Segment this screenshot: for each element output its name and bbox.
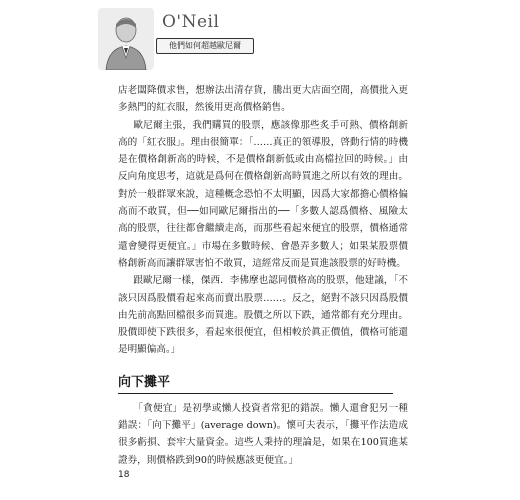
page-number: 18 <box>118 470 130 480</box>
paragraph: 跟歐尼爾一樣，傑西．李佛摩也認同價格高的股票，他建議，「不該只因爲股價看起來高而賣出股票……。反之，絕對不該只因爲股價由先前高點回檔很多而買進。股價之所以下跌，通常都有充分理由。股價即使下跌很多，看起來很便宜，但相較於眞正價值，價格可能還是明顯偏高。」 <box>118 275 408 356</box>
running-header <box>98 8 288 74</box>
section-heading: 向下攤平 <box>118 371 393 394</box>
series-subtitle: 他們如何超越歐尼爾 <box>156 38 254 54</box>
author-portrait <box>98 8 154 70</box>
paragraph: 店老闆降價求售，想辦法出清存貨，騰出更大店面空間，高價批入更多熱門的紅衣服，然後用更高價格銷售。 <box>118 85 408 114</box>
paragraph: 歐尼爾主張，我們購買的股票，應該像那些炙手可熱、價格創新高的「紅衣服」。理由很簡單：「……真正的領導股，啓動行情的時機是在價格創新高的時候，不是價格創新低或由高檔拉回的時候。」由反向角度思考，這就是爲何在價格創新高時買進之所以有效的理由。對於一般群眾來說，這種概念恐怕不太明顯，因爲大家都擔心價格偏高而不敢買，但──如同歐尼爾指出的──「多數人認爲價格、風險太高的股票，往往都會繼續走高，而那些看起來便宜的股票，價格通常還會變得更便宜。」市場在多數時候、會愚弄多數人；如果某股票價格創新高而讓群眾害怕不敢買，這經常反而是買進該股票的好時機。 <box>118 119 408 269</box>
portrait-sketch-icon <box>98 8 154 70</box>
page-body <box>118 82 408 469</box>
series-brand: O'Neil <box>162 12 220 32</box>
paragraph: 「貪便宜」是初學或懶人投資者常犯的錯誤。懶人還會犯另一種錯誤：「向下攤平」(average down)。懷可夫表示，「攤平作法造成很多虧損、套牢大量資金。這些人秉持的理論是，如果在100買進某證券，則價格跌到90的時候應該更便宜。」 <box>118 402 408 466</box>
